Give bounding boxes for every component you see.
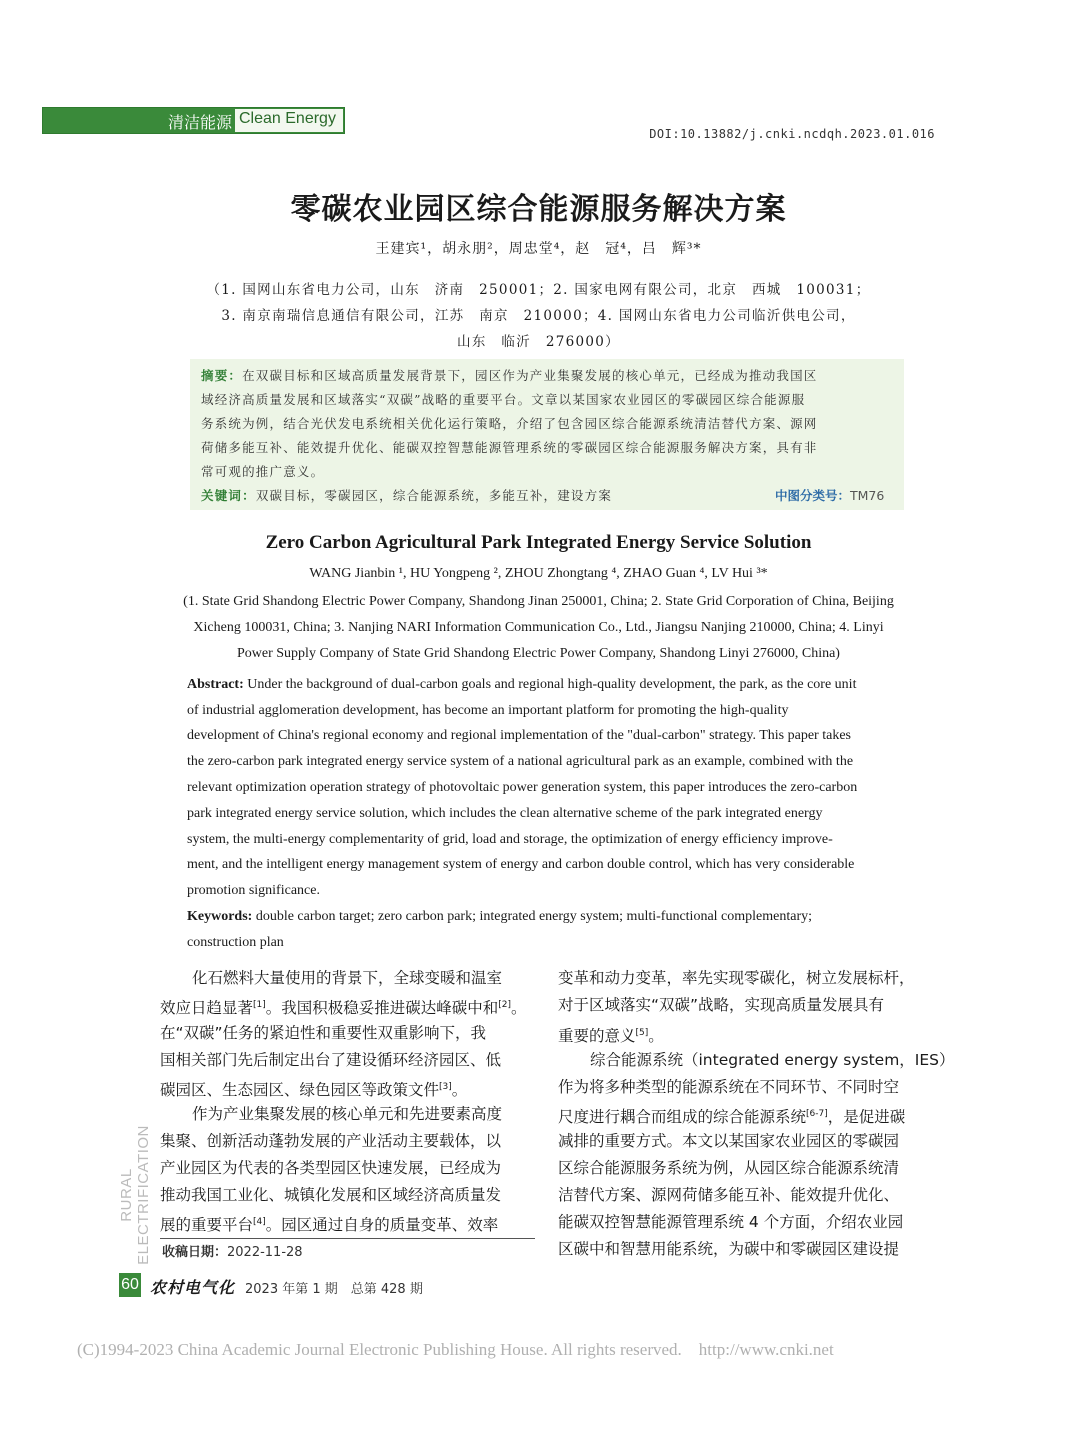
keywords-cn-label: 关键词： xyxy=(201,488,256,503)
authors-cn: 王建宾¹，胡永朋²，周忠堂⁴，赵 冠⁴，吕 辉³* xyxy=(375,241,702,257)
abstract-cn-line xyxy=(201,364,897,388)
authors-en: WANG Jianbin ¹, HU Yongpeng ², ZHOU Zhongtang ⁴, ZHAO Guan ⁴, LV Hui ³* xyxy=(309,566,768,581)
clc-label: 中图分类号： xyxy=(775,488,851,503)
body-left-line: 国相关部门先后制定出台了建设循环经济园区、低 xyxy=(160,1051,502,1069)
footnote-rule xyxy=(160,1238,535,1239)
keywords-en: double carbon target; zero carbon park; integrated energy system; multi-functional complementary; xyxy=(255,909,813,924)
received-date-line xyxy=(162,1241,303,1260)
citation-marker: [3] xyxy=(439,1082,452,1092)
affiliation-cn-line: 3. 南京南瑞信息通信有限公司，江苏 南京 210000；4. 国网山东省电力公司临沂供电公司， xyxy=(221,308,856,324)
keywords-en-line: construction plan xyxy=(187,935,284,950)
citation-marker: [5] xyxy=(635,1028,649,1038)
body-right-line: 重要的意义[5]。 xyxy=(558,1027,664,1046)
body-left-line: 效应日趋显著[1]。我国积极稳妥推进碳达峰碳中和[2]。 xyxy=(160,999,527,1018)
body-left-line: 在“双碳”任务的紧迫性和重要性双重影响下，我 xyxy=(160,1024,487,1042)
abstract-cn-line: 域经济高质量发展和区域落实“双碳”战略的重要平台。文章以某国家农业园区的零碳园区综合能源服 xyxy=(201,392,806,407)
paper-title-cn: 零碳农业园区综合能源服务解决方案 xyxy=(290,192,787,227)
abstract-en-text: Under the background of dual-carbon goals and regional high-quality development, the park, as the core unit xyxy=(247,677,857,692)
citation-marker: [1] xyxy=(253,1000,266,1010)
body-right-line: 区碳中和智慧用能系统，为碳中和零碳园区建设提 xyxy=(558,1240,900,1258)
body-right-line: 减排的重要方式。本文以某国家农业园区的零碳园 xyxy=(558,1132,900,1150)
copyright-notice: (C)1994-2023 China Academic Journal Electronic Publishing House. All rights reserved. http://www.cnki.net xyxy=(77,1340,834,1359)
abstract-en-line: park integrated energy service solution, which includes the clean alternative scheme of the park integrated energy xyxy=(187,806,823,821)
received-label: 收稿日期： xyxy=(162,1245,228,1260)
abstract-cn-text: 在双碳目标和区域高质量发展背景下，园区作为产业集聚发展的核心单元，已经成为推动我国区 xyxy=(242,368,818,383)
clc-code: TM76 xyxy=(850,488,885,503)
abstract-en-line: the zero-carbon park integrated energy service system of a national agricultural park as an example, combined with the xyxy=(187,754,854,769)
affiliation-cn-line: （1. 国网山东省电力公司，山东 济南 250001；2. 国家电网有限公司，北京 西城 100031； xyxy=(206,282,871,298)
abstract-en-line: ment, and the intelligent energy management system of energy and carbon double control, which has very considerable xyxy=(187,857,855,872)
citation-marker: [6-7] xyxy=(806,1109,828,1119)
keywords-en-label: Keywords: xyxy=(187,909,253,924)
body-left-line: 化石燃料大量使用的背景下，全球变暖和温室 xyxy=(192,969,503,987)
journal-name: 农村电气化 xyxy=(150,1278,236,1297)
body-right-line: 对于区域落实“双碳”战略，实现高质量发展具有 xyxy=(558,996,885,1014)
abstract-en-line: promotion significance. xyxy=(187,883,320,898)
doi: DOI:10.13882/j.cnki.ncdqh.2023.01.016 xyxy=(649,127,935,141)
abstract-cn-label: 摘要： xyxy=(201,368,243,383)
journal-sidebar xyxy=(118,1105,152,1285)
abstract-en-line: relevant optimization operation strategy of photovoltaic power generation system, this paper introduces the zero-carbon xyxy=(187,780,858,795)
issue-info: 2023 年第 1 期 总第 428 期 xyxy=(245,1282,423,1297)
body-right-line: 能碳双控智慧能源管理系统 4 个方面，介绍农业园 xyxy=(558,1213,904,1231)
paper-title-en: Zero Carbon Agricultural Park Integrated Energy Service Solution xyxy=(265,532,812,553)
section-label-cn: 清洁能源 xyxy=(168,113,233,132)
abstract-cn-line: 常可观的推广意义。 xyxy=(201,464,325,479)
body-right-line: 作为将多种类型的能源系统在不同环节、不同时空 xyxy=(558,1078,900,1096)
body-right-line: 洁替代方案、源网荷储多能互补、能效提升优化、 xyxy=(558,1186,900,1204)
citation-marker: [4] xyxy=(253,1217,266,1227)
body-left-line: 碳园区、生态园区、绿色园区等政策文件[3]。 xyxy=(160,1081,468,1100)
abstract-en-label: Abstract: xyxy=(187,677,244,692)
page-number: 60 xyxy=(119,1273,141,1297)
abstract-en-line: of industrial agglomeration development, has become an important platform for promoting the high-quality xyxy=(187,703,789,718)
body-left-line: 作为产业集聚发展的核心单元和先进要素高度 xyxy=(192,1105,503,1123)
citation-marker: [2] xyxy=(498,1000,512,1010)
affiliation-en-line: Xicheng 100031, China; 3. Nanjing NARI Information Communication Co., Ltd., Jiangsu Nanjing 210000, China; 4. Linyi xyxy=(193,620,884,635)
abstract-cn-line: 务系统为例，结合光伏发电系统相关优化运行策略，介绍了包含园区综合能源系统清洁替代方案、源网 xyxy=(201,416,818,431)
body-left-line: 集聚、创新活动蓬勃发展的产业活动主要载体，以 xyxy=(160,1132,502,1150)
clc-line xyxy=(775,484,884,508)
body-right-line: 综合能源系统（integrated energy system，IES） xyxy=(590,1051,955,1069)
body-right-line: 变革和动力变革，率先实现零碳化，树立发展标杆， xyxy=(558,969,915,987)
body-right-line: 区综合能源服务系统为例，从园区综合能源系统清 xyxy=(558,1159,900,1177)
abstract-en-line: development of China's regional economy and regional implementation of the "dual-carbon" strategy. This paper takes xyxy=(187,728,851,743)
affiliation-en-line: (1. State Grid Shandong Electric Power Company, Shandong Jinan 250001, China; 2. State Grid Corporation of China, Beijing xyxy=(183,594,894,609)
affiliation-cn-line: 山东 临沂 276000） xyxy=(457,334,620,350)
abstract-en-line: system, the multi-energy complementarity of grid, load and storage, the optimization of energy efficiency improve- xyxy=(187,832,833,847)
keywords-en-line xyxy=(187,904,907,930)
keywords-cn: 双碳目标，零碳园区，综合能源系统，多能互补，建设方案 xyxy=(255,488,613,503)
body-left-line: 推动我国工业化、城镇化发展和区域经济高质量发 xyxy=(160,1186,502,1204)
journal-sidebar-text: RURAL ELECTRIFICATION xyxy=(118,1125,152,1265)
received-date: 2022-11-28 xyxy=(227,1245,303,1260)
abstract-cn-line: 荷储多能互补、能效提升优化、能碳双控智慧能源管理系统的零碳园区综合能源服务解决方案，具有非 xyxy=(201,440,818,455)
section-label-en: Clean Energy xyxy=(239,110,336,127)
body-right-line: 尺度进行耦合而组成的综合能源系统[6-7]，是促进碳 xyxy=(558,1108,906,1127)
body-left-line: 展的重要平台[4]。园区通过自身的质量变革、效率 xyxy=(160,1216,499,1235)
affiliation-en-line: Power Supply Company of State Grid Shandong Electric Power Company, Shandong Linyi 276000, China) xyxy=(237,646,840,661)
abstract-en-line xyxy=(187,672,907,698)
body-left-line: 产业园区为代表的各类型园区快速发展，已经成为 xyxy=(160,1159,502,1177)
